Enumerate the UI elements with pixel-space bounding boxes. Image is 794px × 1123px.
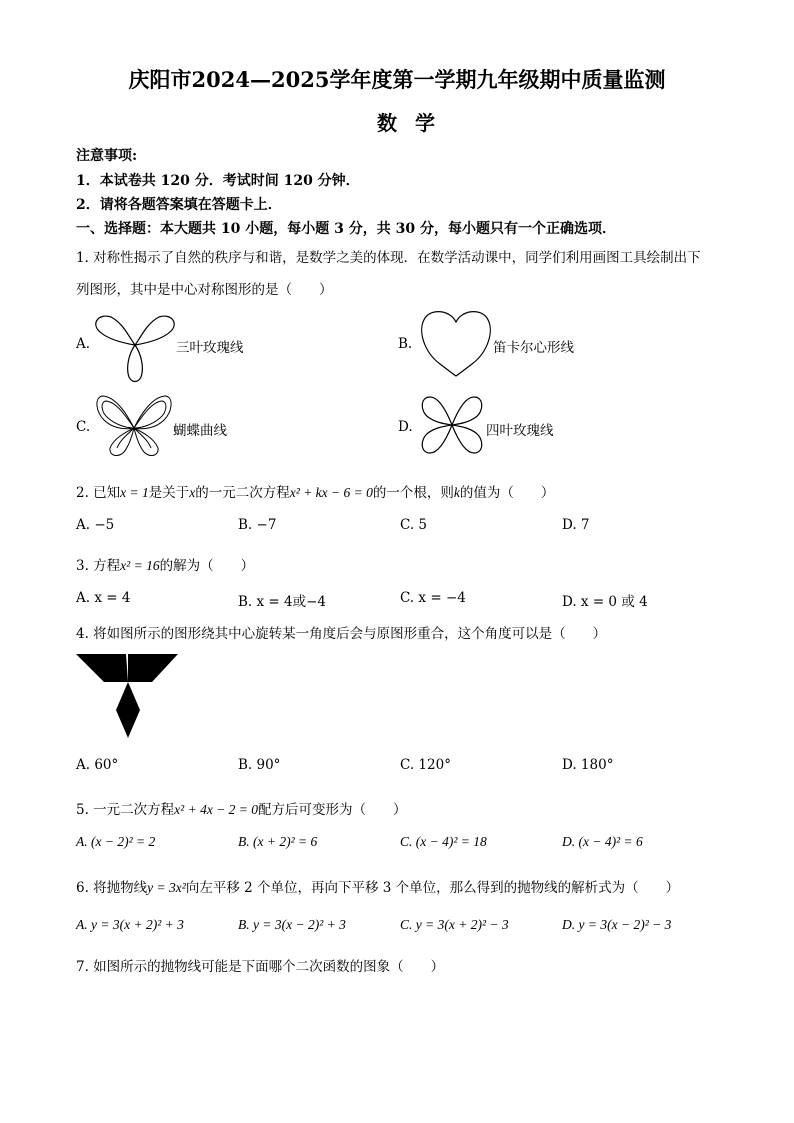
q4-text: 4. 将如图所示的图形绕其中心旋转某一角度后会与原图形重合，这个角度可以是（ ） [76, 626, 607, 642]
q2-mid-2: 的一元二次方程 [195, 485, 290, 501]
q2-option-d[interactable]: D. 7 [562, 517, 590, 533]
q3-option-c[interactable]: C. x = −4 [400, 590, 466, 606]
q6-post: 向左平移 2 个单位，再向下平移 3 个单位，那么得到的抛物线的解析式为（ ） [185, 880, 680, 896]
q3-post: 的解为（ ） [159, 558, 255, 574]
q5-option-c[interactable]: C. (x − 4)² = 18 [400, 834, 487, 849]
q4-option-c[interactable]: C. 120° [400, 757, 451, 773]
q2-option-c[interactable]: C. 5 [400, 517, 428, 533]
q1-option-a-label: 三叶玫瑰线 [176, 340, 244, 356]
q2-mid-3: 的一个根，则 [372, 485, 454, 501]
q3-option-a[interactable]: A. x = 4 [76, 590, 131, 606]
q5-equation: x² + 4x − 2 = 0 [174, 802, 259, 817]
q2-condition: x = 1 [120, 485, 149, 500]
q5-stem [76, 798, 407, 818]
q5-post: 配方后可变形为（ ） [258, 802, 407, 818]
q1-option-c-letter[interactable]: C. [76, 419, 91, 435]
q6-option-b[interactable]: B. y = 3(x − 2)² + 3 [238, 917, 346, 932]
q3-option-d[interactable]: D. x = 0 或 4 [562, 594, 648, 610]
q3-equation: x² = 16 [120, 558, 160, 573]
q1-text-line-2: 列图形，其中是中心对称图形的是（ ） [76, 282, 333, 298]
q4-option-b[interactable]: B. 90° [238, 757, 281, 773]
note-item-1: 1．本试卷共 120 分．考试时间 120 分钟． [76, 173, 360, 189]
q5-option-a[interactable]: A. (x − 2)² = 2 [76, 834, 156, 849]
q1-option-c-label: 蝴蝶曲线 [173, 423, 227, 439]
subject-title: 数学 [377, 111, 453, 135]
q5-option-b[interactable]: B. (x + 2)² = 6 [238, 834, 318, 849]
q2-variable: x [189, 485, 196, 500]
q2-k: k [453, 485, 460, 500]
q1-option-d-label: 四叶玫瑰线 [486, 423, 554, 439]
q6-pre: 6. 将抛物线 [76, 880, 148, 896]
q3-pre: 3. 方程 [76, 558, 121, 574]
q2-option-a[interactable]: A. −5 [76, 517, 115, 533]
q2-stem [76, 481, 554, 501]
rotational-diamond-figure [76, 652, 180, 740]
q4-option-a[interactable]: A. 60° [76, 757, 119, 773]
q5-pre: 5. 一元二次方程 [76, 802, 175, 818]
q2-mid-1: 是关于 [148, 485, 190, 501]
q1-option-d-letter[interactable]: D. [398, 419, 413, 435]
heart-curve-icon [420, 308, 492, 378]
butterfly-curve-icon [94, 392, 174, 460]
notes-heading: 注意事项: [76, 148, 138, 164]
q2-pre: 2. 已知 [76, 485, 121, 501]
four-leaf-rose-icon [419, 392, 485, 458]
q6-option-c[interactable]: C. y = 3(x + 2)² − 3 [400, 917, 509, 932]
q4-option-d[interactable]: D. 180° [562, 757, 614, 773]
q2-option-b[interactable]: B. −7 [238, 517, 277, 533]
q1-text-line-1: 1. 对称性揭示了自然的秩序与和谐，是数学之美的体现．在数学活动课中，同学们利用画图工具绘制出下 [76, 250, 701, 266]
q1-option-a-letter[interactable]: A. [76, 336, 91, 352]
exam-title: 庆阳市2024—2025学年度第一学期九年级期中质量监测 [128, 67, 666, 92]
q5-option-d[interactable]: D. (x − 4)² = 6 [562, 834, 643, 849]
q2-equation: x² + kx − 6 = 0 [289, 485, 373, 500]
q6-equation: y = 3x² [147, 880, 186, 895]
q3-stem [76, 554, 254, 574]
three-leaf-rose-icon [95, 305, 175, 380]
q1-option-b-letter[interactable]: B. [398, 336, 413, 352]
q2-post: 的值为（ ） [459, 485, 555, 501]
q6-option-d[interactable]: D. y = 3(x − 2)² − 3 [562, 917, 672, 932]
section-1-heading: 一、选择题：本大题共 10 小题，每小题 3 分，共 30 分，每小题只有一个正确选项． [76, 221, 616, 237]
q1-option-b-label: 笛卡尔心形线 [493, 340, 574, 356]
q3-option-b[interactable]: B. x = 4或−4 [238, 594, 327, 610]
q6-option-a[interactable]: A. y = 3(x + 2)² + 3 [76, 917, 184, 932]
q7-text: 7. 如图所示的抛物线可能是下面哪个二次函数的图象（ ） [76, 959, 445, 975]
note-item-2: 2．请将各题答案填在答题卡上． [76, 197, 282, 213]
q6-stem [76, 876, 679, 896]
